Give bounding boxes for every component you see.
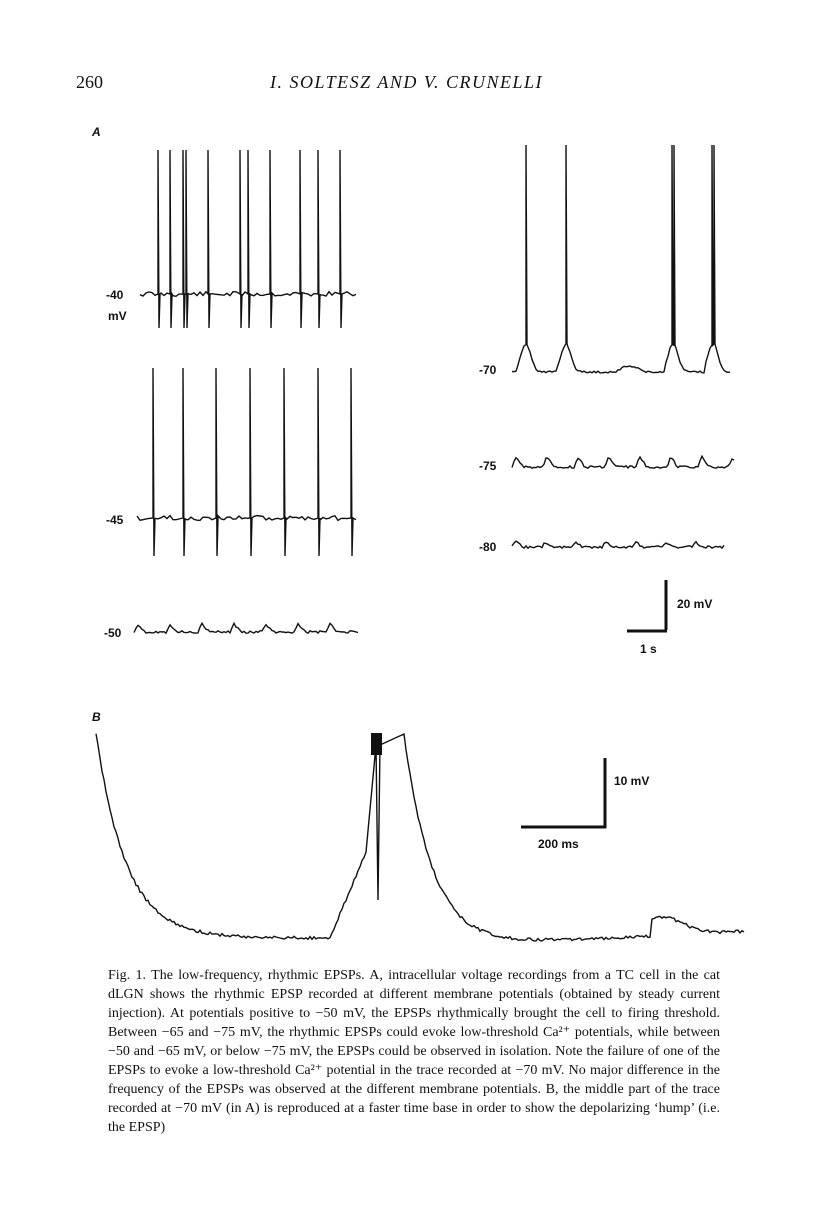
trace-label-minus-45: -45 [106, 513, 124, 527]
page-number: 260 [76, 72, 103, 92]
trace-minus-50 [134, 623, 358, 633]
scale-b-voltage-label: 10 mV [614, 774, 650, 788]
trace-b-spike-burst [371, 733, 382, 755]
caption-text: Fig. 1. The low-frequency, rhythmic EPSPs. A, intracellular voltage recordings from a TC cell in the cat dLGN shows the rhythmic EPSP recorded at different membrane potentials (obtained by steady current injection). At potentials positive to −50 mV, the EPSPs rhythmically brought the cell to firing threshold. Between −65 and −75 mV, the rhythmic EPSPs could evoke low-threshold Ca²⁺ potentials, while between −50 and −65 mV, or below −75 mV, the EPSPs could be observed in isolation. Note the failure of one of the EPSPs to evoke a low-threshold Ca²⁺ potential in the trace recorded at −70 mV. No major difference in the frequency of the EPSPs was observed at the different membrane potentials. B, the middle part of the trace recorded at −70 mV (in A) is reproduced at a faster time base in order to show the depolarizing ‘hump’ (i.e. the EPSP) [108, 968, 720, 1135]
trace-minus-75 [512, 456, 734, 468]
trace-label-minus-40: -40 [106, 288, 124, 302]
trace-label-minus-80: -80 [479, 540, 497, 554]
trace-label-minus-75: -75 [479, 459, 497, 473]
trace-unit-mv: mV [108, 309, 127, 323]
trace-label-minus-50: -50 [104, 626, 122, 640]
scale-b-time-label: 200 ms [538, 837, 579, 851]
running-head: I. SOLTESZ AND V. CRUNELLI [270, 72, 544, 92]
trace-b-expanded [96, 734, 744, 941]
trace-minus-80 [512, 541, 724, 548]
trace-label-minus-70: -70 [479, 363, 497, 377]
trace-minus-45 [137, 368, 356, 556]
trace-minus-70 [512, 145, 730, 373]
scale-a-voltage-label: 20 mV [677, 597, 713, 611]
scale-a-time-label: 1 s [640, 642, 657, 656]
trace-minus-40 [140, 150, 356, 328]
figure-caption [108, 966, 720, 1137]
panel-a-label: A [92, 125, 101, 139]
panel-b-label: B [92, 710, 101, 724]
